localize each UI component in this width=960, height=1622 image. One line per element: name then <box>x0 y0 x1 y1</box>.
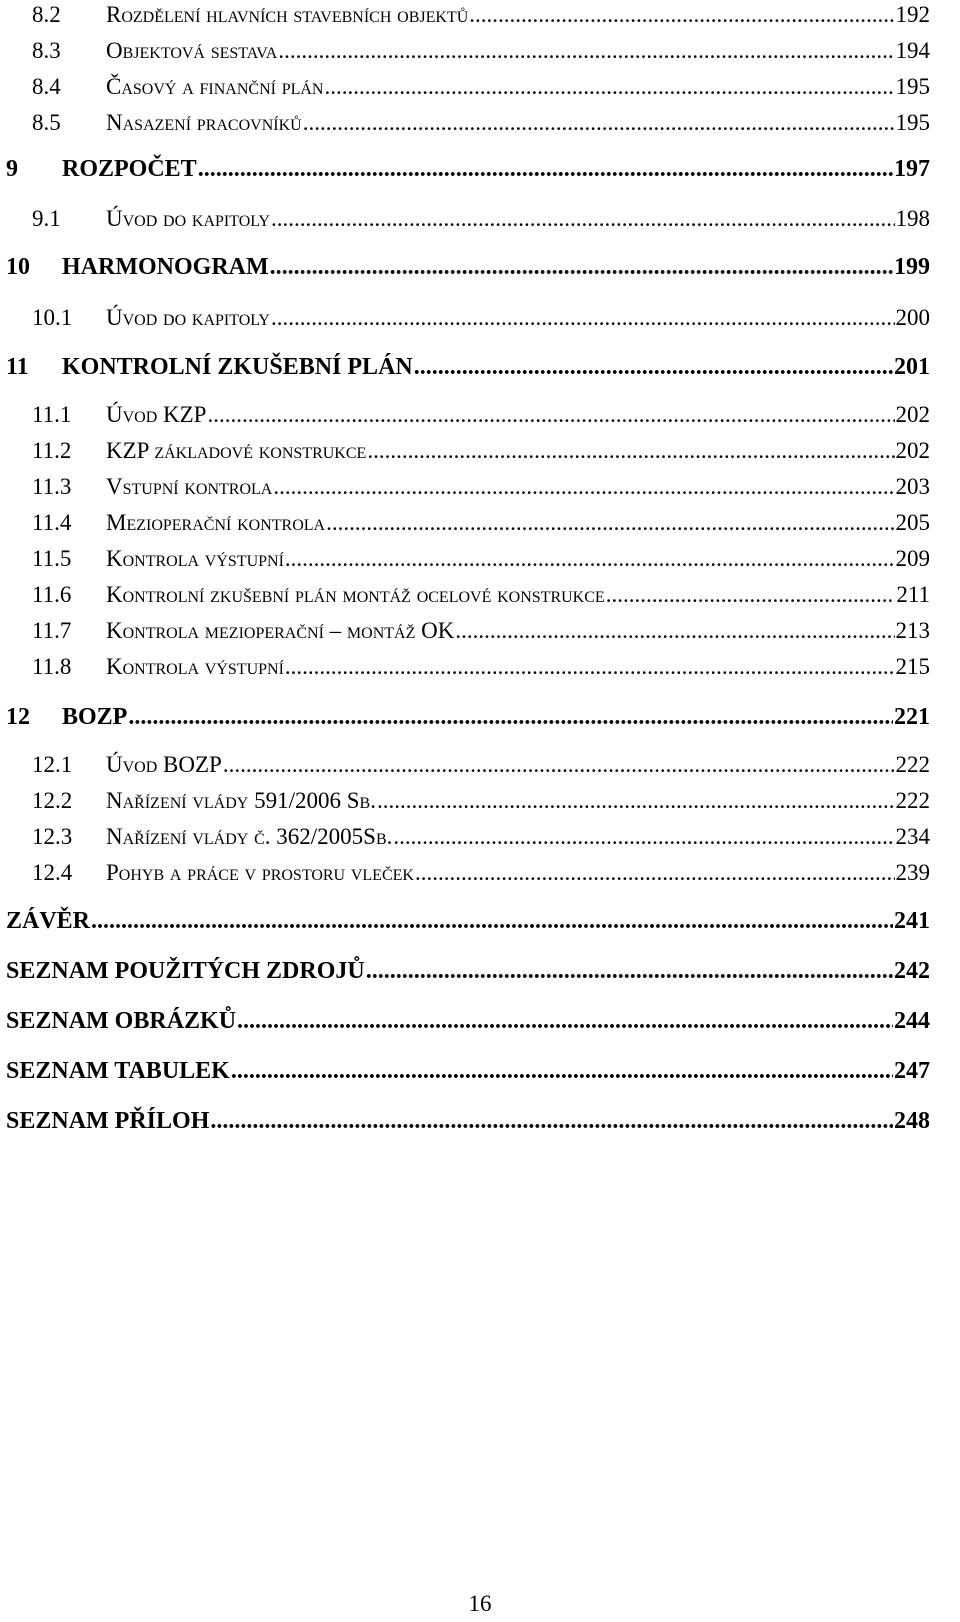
page-number: 16 <box>468 1591 492 1616</box>
toc-chapter-title: ROZPOČET <box>62 156 197 182</box>
toc-entry-title: Úvod KZP <box>106 402 207 427</box>
toc-entry-title: Úvod BOZP <box>106 752 222 777</box>
toc-chapter-title: HARMONOGRAM <box>62 254 269 280</box>
toc-chapter[interactable] <box>0 156 960 183</box>
toc-chapter-page: 197 <box>894 156 930 182</box>
toc-entry-page: 203 <box>895 474 930 499</box>
toc-leader-dots <box>414 354 893 381</box>
toc-chapter-page: 199 <box>894 254 930 280</box>
toc-entry[interactable] <box>0 860 960 886</box>
toc-entry-title: Nařízení vlády 591/2006 Sb. <box>106 788 376 813</box>
toc-entry-number: 12.4 <box>32 860 73 885</box>
toc-chapter-number: 11 <box>6 354 29 380</box>
toc-leader-dots <box>91 908 893 935</box>
toc-leader-dots <box>273 474 894 500</box>
toc-entry-title: Nasazení pracovníků <box>106 110 302 135</box>
toc-entry[interactable] <box>0 110 960 136</box>
toc-entry-title: Úvod do kapitoly <box>106 206 270 231</box>
toc-chapter-page: 201 <box>894 354 930 380</box>
toc-entry[interactable] <box>0 38 960 64</box>
toc-section-title: SEZNAM OBRÁZKŮ <box>6 1008 237 1034</box>
toc-leader-dots <box>326 510 894 536</box>
toc-entry-page: 211 <box>896 582 930 607</box>
toc-entry-number: 8.3 <box>32 38 61 63</box>
toc-entry-number: 11.5 <box>32 546 72 571</box>
toc-entry[interactable] <box>0 510 960 536</box>
toc-chapter[interactable] <box>0 254 960 281</box>
toc-entry[interactable] <box>0 824 960 850</box>
toc-entry-title: Pohyb a práce v prostoru vleček <box>106 860 414 885</box>
toc-leader-dots <box>271 305 895 331</box>
toc-entry-number: 12.1 <box>32 752 73 777</box>
toc-entry-title: Rozdělení hlavních stavebních objektů <box>106 2 469 27</box>
toc-leader-dots <box>606 582 896 608</box>
toc-section-page: 241 <box>894 908 930 934</box>
toc-leader-dots <box>285 654 895 680</box>
toc-leader-dots <box>237 1008 893 1035</box>
toc-leader-dots <box>303 110 895 136</box>
toc-entry-number: 8.4 <box>32 74 61 99</box>
toc-entry-page: 234 <box>895 824 930 849</box>
toc-chapter-title: KONTROLNÍ ZKUŠEBNÍ PLÁN <box>62 354 413 380</box>
toc-entry[interactable] <box>0 438 960 464</box>
toc-entry-title: Kontrola výstupní <box>106 654 284 679</box>
toc-leader-dots <box>469 2 894 28</box>
toc-entry-page: 192 <box>895 2 930 27</box>
toc-entry[interactable] <box>0 402 960 428</box>
toc-entry-title: Kontrola výstupní <box>106 546 284 571</box>
toc-entry-title: Úvod do kapitoly <box>106 305 270 330</box>
toc-section-title: SEZNAM PŘÍLOH <box>6 1108 210 1134</box>
toc-entry-page: 209 <box>895 546 930 571</box>
toc-entry-number: 8.5 <box>32 110 61 135</box>
toc-entry-title: Nařízení vlády č. 362/2005Sb. <box>106 824 393 849</box>
toc-entry-page: 222 <box>895 788 930 813</box>
toc-entry-number: 8.2 <box>32 2 61 27</box>
toc-leader-dots <box>198 156 893 183</box>
toc-entry[interactable] <box>0 2 960 28</box>
toc-leader-dots <box>455 618 894 644</box>
toc-entry-page: 195 <box>895 110 930 135</box>
toc-entry-page: 202 <box>895 402 930 427</box>
toc-entry-number: 11.2 <box>32 438 72 463</box>
toc-leader-dots <box>415 860 895 886</box>
toc-entry-page: 194 <box>895 38 930 63</box>
toc-entry-page: 213 <box>895 618 930 643</box>
toc-section[interactable] <box>0 1008 960 1035</box>
toc-entry-number: 11.7 <box>32 618 72 643</box>
toc-entry-number: 12.2 <box>32 788 73 813</box>
toc-entry[interactable] <box>0 788 960 814</box>
toc-section[interactable] <box>0 1058 960 1085</box>
toc-leader-dots <box>377 788 895 814</box>
toc-entry[interactable] <box>0 654 960 680</box>
toc-leader-dots <box>223 752 895 778</box>
toc-entry[interactable] <box>0 582 960 608</box>
toc-leader-dots <box>207 402 894 428</box>
toc-entry-title: Vstupní kontrola <box>106 474 273 499</box>
toc-entry-title: Objektová sestava <box>106 38 278 63</box>
toc-entry[interactable] <box>0 474 960 500</box>
toc-leader-dots <box>231 1058 893 1085</box>
toc-section-page: 242 <box>894 958 930 984</box>
toc-entry-number: 11.6 <box>32 582 72 607</box>
toc-leader-dots <box>366 958 893 985</box>
toc-entry[interactable] <box>0 206 960 232</box>
toc-chapter-number: 9 <box>6 156 18 182</box>
toc-entry-page: 198 <box>895 206 930 231</box>
toc-section[interactable] <box>0 908 960 935</box>
toc-entry[interactable] <box>0 618 960 644</box>
toc-leader-dots <box>325 74 895 100</box>
toc-section[interactable] <box>0 1108 960 1135</box>
toc-section-title: SEZNAM TABULEK <box>6 1058 230 1084</box>
toc-entry-number: 11.4 <box>32 510 72 535</box>
toc-entry-title: KZP základové konstrukce <box>106 438 367 463</box>
toc-section-page: 248 <box>894 1108 930 1134</box>
toc-entry-title: Kontrolní zkušební plán montáž ocelové konstrukce <box>106 582 605 607</box>
toc-entry-page: 202 <box>895 438 930 463</box>
toc-section-title: SEZNAM POUŽITÝCH ZDROJŮ <box>6 958 365 984</box>
toc-entry[interactable] <box>0 74 960 100</box>
toc-leader-dots <box>128 704 893 731</box>
toc-entry-number: 11.3 <box>32 474 72 499</box>
toc-chapter-page: 221 <box>894 704 930 730</box>
toc-entry[interactable] <box>0 752 960 778</box>
toc-chapter[interactable] <box>0 354 960 381</box>
toc-leader-dots <box>271 206 895 232</box>
toc-entry-title: Kontrola mezioperační – montáž OK <box>106 618 455 643</box>
toc-section[interactable] <box>0 958 960 985</box>
toc-entry-page: 200 <box>895 305 930 330</box>
toc-chapter-number: 10 <box>6 254 30 280</box>
toc-entry-page: 195 <box>895 74 930 99</box>
toc-entry-number: 10.1 <box>32 305 73 330</box>
toc-chapter-title: BOZP <box>62 704 128 730</box>
toc-leader-dots <box>367 438 894 464</box>
toc-leader-dots <box>285 546 895 572</box>
toc-section-page: 244 <box>894 1008 930 1034</box>
toc-section-title: ZÁVĚR <box>6 908 91 934</box>
toc-entry-page: 215 <box>895 654 930 679</box>
toc-leader-dots <box>270 254 893 281</box>
toc-entry-page: 222 <box>895 752 930 777</box>
toc-entry-page: 205 <box>895 510 930 535</box>
toc-entry-page: 239 <box>895 860 930 885</box>
toc-leader-dots <box>393 824 894 850</box>
toc-leader-dots <box>210 1108 893 1135</box>
toc-entry-number: 11.1 <box>32 402 72 427</box>
toc-entry-number: 12.3 <box>32 824 73 849</box>
toc-entry[interactable] <box>0 305 960 331</box>
toc-entry-number: 11.8 <box>32 654 72 679</box>
toc-entry-title: Časový a finanční plán <box>106 74 324 99</box>
toc-section-page: 247 <box>894 1058 930 1084</box>
toc-entry-number: 9.1 <box>32 206 61 231</box>
toc-chapter[interactable] <box>0 704 960 731</box>
toc-leader-dots <box>278 38 894 64</box>
toc-chapter-number: 12 <box>6 704 30 730</box>
toc-entry[interactable] <box>0 546 960 572</box>
toc-entry-title: Mezioperační kontrola <box>106 510 326 535</box>
